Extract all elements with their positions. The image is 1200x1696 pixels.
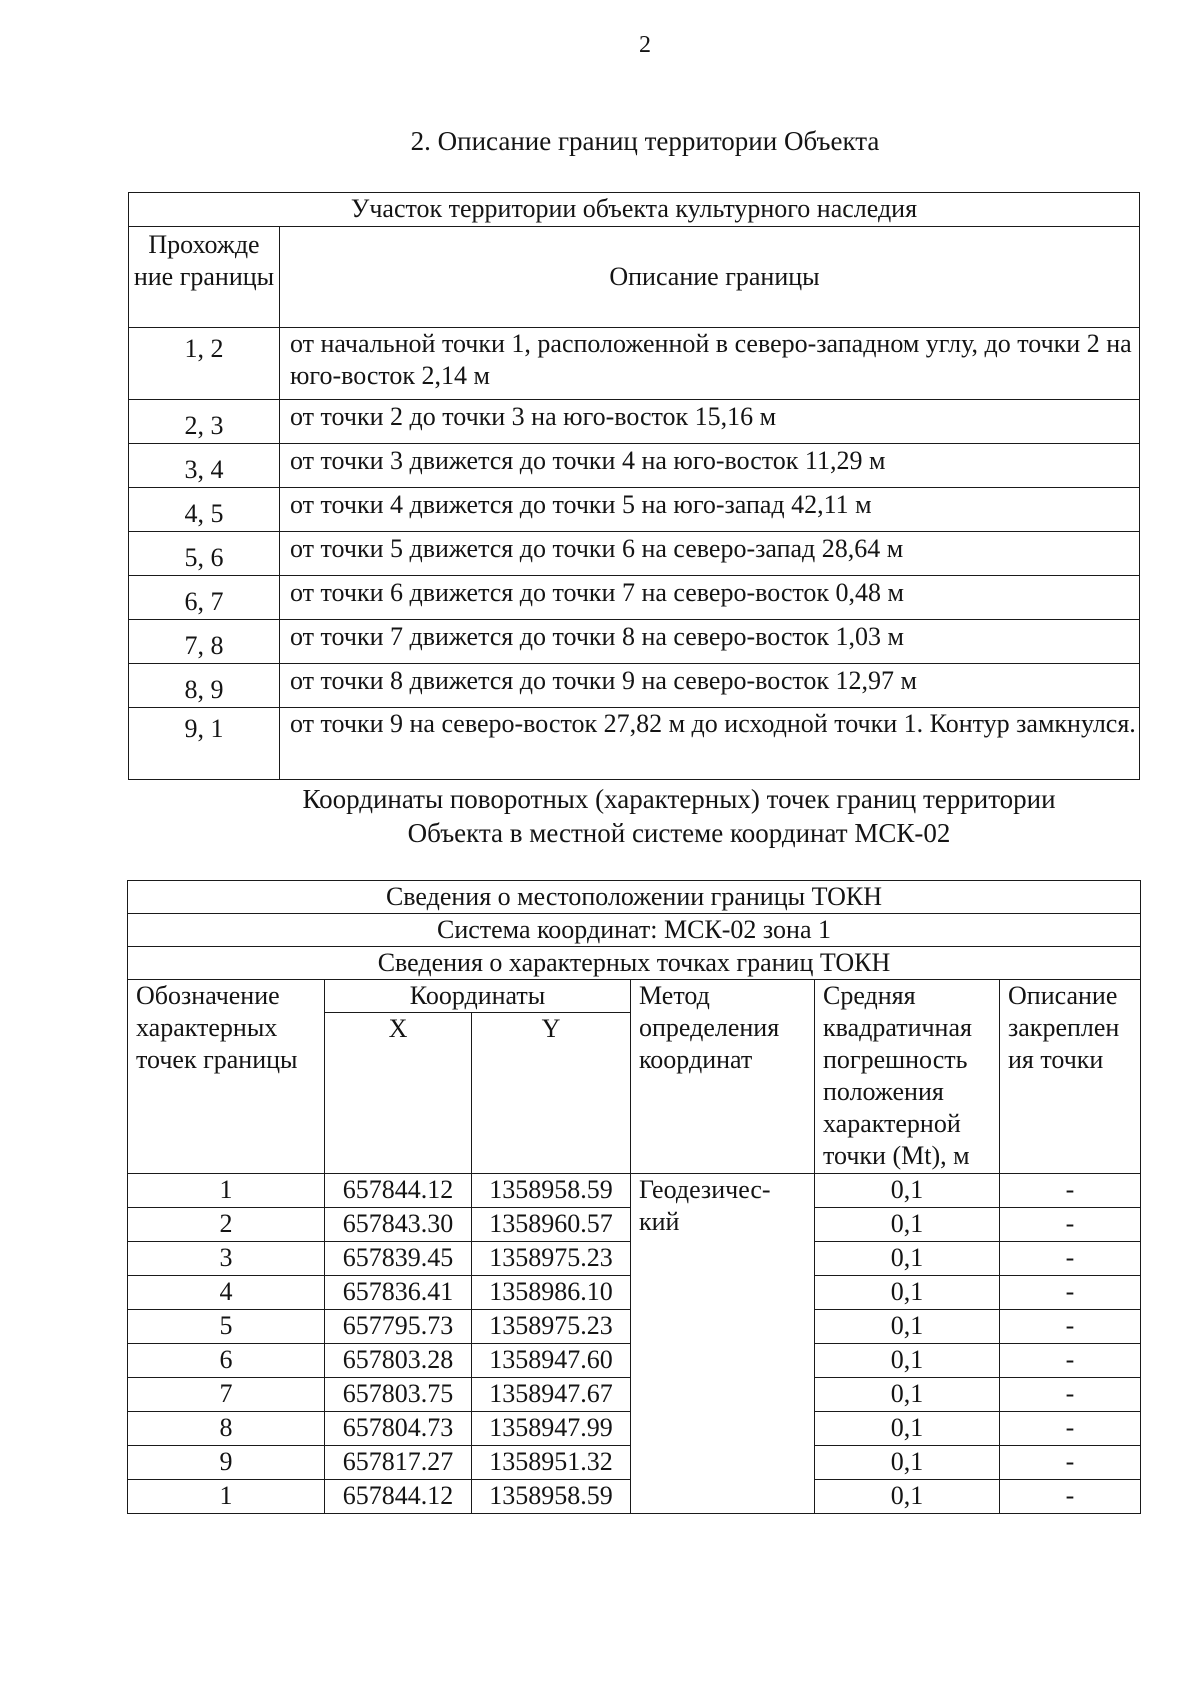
col-error-header: Средняя квадратичная погрешность положения характерной точки (Mt), м: [815, 980, 1000, 1174]
col-x-header: X: [325, 1013, 472, 1174]
point-number-cell: 5: [128, 1310, 325, 1344]
y-cell: 1358947.99: [472, 1412, 631, 1446]
description-cell: от точки 5 движется до точки 6 на северо-запад 28,64 м: [280, 532, 1140, 576]
y-cell: 1358960.57: [472, 1208, 631, 1242]
description-cell: от точки 4 движется до точки 5 на юго-запад 42,11 м: [280, 488, 1140, 532]
coords-table: [127, 880, 1141, 1514]
y-cell: 1358958.59: [472, 1480, 631, 1514]
section-title: 2. Описание границ территории Объекта: [410, 126, 880, 156]
coords-caption-points: Сведения о характерных точках границ ТОКН: [128, 947, 1141, 980]
point-number-cell: 1: [128, 1174, 325, 1208]
error-cell: 0,1: [815, 1378, 1000, 1412]
table-row: [129, 664, 1140, 708]
passage-cell: 2, 3: [129, 400, 280, 444]
boundary-table: [128, 192, 1140, 780]
y-cell: 1358975.23: [472, 1310, 631, 1344]
point-number-cell: 1: [128, 1480, 325, 1514]
description-cell: от точки 2 до точки 3 на юго-восток 15,16 м: [280, 400, 1140, 444]
fixing-cell: -: [1000, 1174, 1141, 1208]
y-cell: 1358986.10: [472, 1276, 631, 1310]
point-number-cell: 6: [128, 1344, 325, 1378]
coords-caption-location: Сведения о местоположении границы ТОКН: [128, 881, 1141, 914]
x-cell: 657817.27: [325, 1446, 472, 1480]
x-cell: 657795.73: [325, 1310, 472, 1344]
error-cell: 0,1: [815, 1310, 1000, 1344]
error-cell: 0,1: [815, 1446, 1000, 1480]
point-number-cell: 9: [128, 1446, 325, 1480]
table-row: [129, 576, 1140, 620]
fixing-cell: -: [1000, 1378, 1141, 1412]
col-method-header: Метод определения координат: [631, 980, 815, 1174]
y-cell: 1358975.23: [472, 1242, 631, 1276]
coords-caption-system: Система координат: МСК-02 зона 1: [128, 914, 1141, 947]
x-cell: 657803.28: [325, 1344, 472, 1378]
fixing-cell: -: [1000, 1276, 1141, 1310]
error-cell: 0,1: [815, 1174, 1000, 1208]
fixing-cell: -: [1000, 1310, 1141, 1344]
passage-cell: 8, 9: [129, 664, 280, 708]
method-cell: Геодезичес- кий: [631, 1174, 815, 1514]
col-description-header: Описание границы: [280, 227, 1140, 328]
table-row: [128, 1174, 1141, 1208]
col-passage-header: Прохожде ние границы: [129, 227, 280, 328]
y-cell: 1358947.60: [472, 1344, 631, 1378]
x-cell: 657843.30: [325, 1208, 472, 1242]
description-cell: от начальной точки 1, расположенной в северо-западном углу, до точки 2 на юго-восток 2,14 м: [280, 328, 1140, 400]
coords-title: Координаты поворотных (характерных) точек границ территории Объекта в местной системе координат МСК-02: [302, 784, 1056, 848]
passage-cell: 1, 2: [129, 328, 280, 400]
error-cell: 0,1: [815, 1480, 1000, 1514]
error-cell: 0,1: [815, 1344, 1000, 1378]
error-cell: 0,1: [815, 1208, 1000, 1242]
passage-cell: 4, 5: [129, 488, 280, 532]
point-number-cell: 4: [128, 1276, 325, 1310]
y-cell: 1358951.32: [472, 1446, 631, 1480]
fixing-cell: -: [1000, 1446, 1141, 1480]
point-number-cell: 8: [128, 1412, 325, 1446]
x-cell: 657844.12: [325, 1174, 472, 1208]
point-number-cell: 3: [128, 1242, 325, 1276]
fixing-cell: -: [1000, 1242, 1141, 1276]
passage-cell: 7, 8: [129, 620, 280, 664]
description-cell: от точки 6 движется до точки 7 на северо-восток 0,48 м: [280, 576, 1140, 620]
y-cell: 1358958.59: [472, 1174, 631, 1208]
table-row: [129, 488, 1140, 532]
description-cell: от точки 8 движется до точки 9 на северо-восток 12,97 м: [280, 664, 1140, 708]
error-cell: 0,1: [815, 1412, 1000, 1446]
table-row: [129, 328, 1140, 400]
x-cell: 657804.73: [325, 1412, 472, 1446]
fixing-cell: -: [1000, 1412, 1141, 1446]
fixing-cell: -: [1000, 1344, 1141, 1378]
passage-cell: 6, 7: [129, 576, 280, 620]
error-cell: 0,1: [815, 1242, 1000, 1276]
x-cell: 657803.75: [325, 1378, 472, 1412]
table-row: [129, 444, 1140, 488]
col-coords-header: Координаты: [325, 980, 631, 1013]
passage-cell: 9, 1: [129, 708, 280, 780]
table-row: [129, 400, 1140, 444]
fixing-cell: -: [1000, 1480, 1141, 1514]
point-number-cell: 7: [128, 1378, 325, 1412]
page-number: 2: [639, 32, 651, 58]
error-cell: 0,1: [815, 1276, 1000, 1310]
description-cell: от точки 9 на северо-восток 27,82 м до исходной точки 1. Контур замкнулся.: [280, 708, 1140, 780]
x-cell: 657839.45: [325, 1242, 472, 1276]
y-cell: 1358947.67: [472, 1378, 631, 1412]
x-cell: 657844.12: [325, 1480, 472, 1514]
boundary-table-caption: Участок территории объекта культурного наследия: [129, 193, 1140, 227]
col-y-header: Y: [472, 1013, 631, 1174]
table-row: [129, 532, 1140, 576]
table-row: [129, 708, 1140, 780]
description-cell: от точки 3 движется до точки 4 на юго-восток 11,29 м: [280, 444, 1140, 488]
passage-cell: 3, 4: [129, 444, 280, 488]
table-row: [129, 620, 1140, 664]
x-cell: 657836.41: [325, 1276, 472, 1310]
point-number-cell: 2: [128, 1208, 325, 1242]
fixing-cell: -: [1000, 1208, 1141, 1242]
col-designation-header: Обозначение характерных точек границы: [128, 980, 325, 1174]
description-cell: от точки 7 движется до точки 8 на северо-восток 1,03 м: [280, 620, 1140, 664]
passage-cell: 5, 6: [129, 532, 280, 576]
col-fixing-header: Описание закреплен ия точки: [1000, 980, 1141, 1174]
